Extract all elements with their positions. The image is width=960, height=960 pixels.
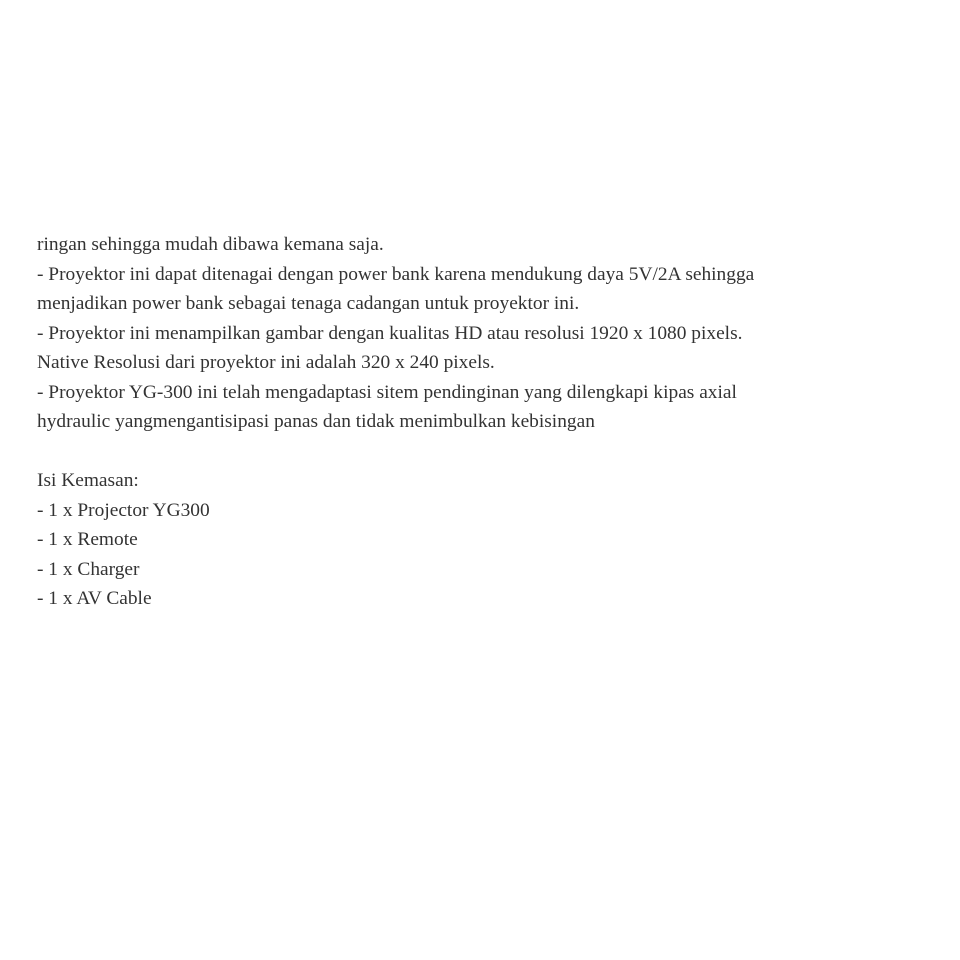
package-item: - 1 x AV Cable [37, 588, 152, 609]
package-heading: Isi Kemasan: [37, 470, 139, 491]
description-line: - Proyektor YG-300 ini telah mengadaptasi sitem pendinginan yang dilengkapi kipas axial [37, 381, 737, 403]
package-item: - 1 x Charger [37, 558, 140, 580]
description-line: menjadikan power bank sebagai tenaga cadangan untuk proyektor ini. [37, 293, 580, 314]
description-line-partial: ringan sehingga mudah dibawa kemana saja. [37, 234, 384, 255]
description-line: - Proyektor ini dapat ditenagai dengan power bank karena mendukung daya 5V/2A sehingga [37, 263, 755, 285]
product-description [37, 230, 817, 614]
description-line: hydraulic yangmengantisipasi panas dan tidak menimbulkan kebisingan [37, 411, 595, 432]
description-line: Native Resolusi dari proyektor ini adalah 320 x 240 pixels. [37, 352, 495, 373]
package-item: - 1 x Projector YG300 [37, 499, 210, 521]
paragraph-spacer [37, 437, 817, 467]
description-viewport[interactable] [0, 234, 960, 960]
package-item: - 1 x Remote [37, 529, 138, 550]
description-line: - Proyektor ini menampilkan gambar dengan kualitas HD atau resolusi 1920 x 1080 pixels. [37, 322, 743, 344]
